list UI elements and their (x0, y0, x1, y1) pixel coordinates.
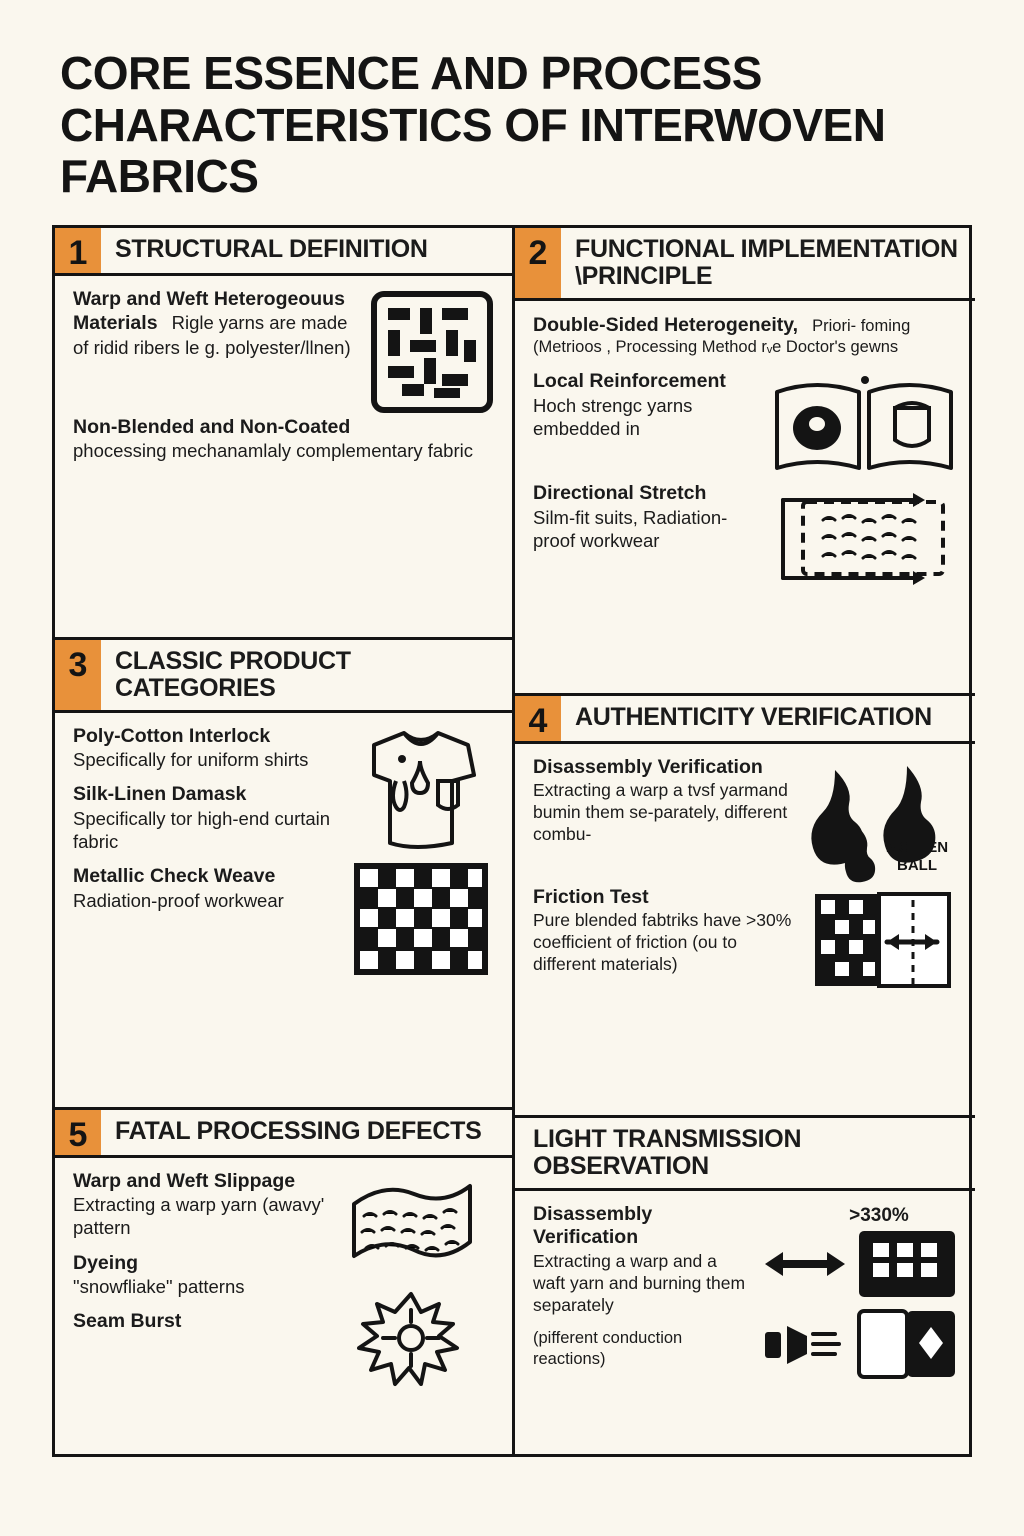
item-lead: Dyeing (73, 1251, 139, 1274)
snowflake-icon (336, 1276, 496, 1396)
panel-body (55, 713, 512, 993)
list-item (533, 313, 959, 358)
item-lead: Double-Sided Heterogeneity, (533, 313, 799, 336)
item-lead: Warp and Weft Heterogeouus Materials (73, 287, 345, 335)
item-lead: Local Reinforcement (533, 369, 726, 392)
item-text: phocessing mechanamlaly complementary fabric (73, 440, 473, 462)
panel-heading: LIGHT TRANSMISSION OBSERVATION (533, 1124, 802, 1180)
list-item (73, 725, 336, 772)
content-grid (52, 225, 972, 1457)
item-text: Extracting a warp and a waft yarn and burning them separately (533, 1251, 746, 1316)
item-text: Pure blended fabtriks have >30% coefficient of friction (ou to different materials) (533, 910, 792, 975)
panel-number: 3 (55, 640, 101, 710)
item-lead: Friction Test (533, 885, 649, 908)
item-lead: Disassembly Verification (533, 1202, 653, 1249)
status-badge: >330% (849, 1204, 909, 1226)
open-garment-icon (769, 370, 959, 482)
panel-number: 5 (55, 1110, 101, 1155)
list-item (533, 886, 799, 976)
item-text: Silm-fit suits, Radiation-proof workwear (533, 506, 728, 551)
item-text: Extracting a warp a tvsf yarmand bumin them se-parately, different combu- (533, 780, 788, 845)
panel-heading: AUTHENTICITY VERIFICATION (575, 702, 932, 731)
list-item (73, 1252, 326, 1299)
item-text: Priori- foming (Metrioos , Processing Method rᵥe Doctor's gewns (533, 316, 911, 357)
checker-grid-icon (346, 859, 496, 979)
panel-authenticity-verification (515, 696, 975, 1118)
panel-body (515, 744, 975, 1010)
woven-weave-icon (368, 288, 496, 416)
panel-fatal-processing-defects (55, 1110, 512, 1460)
checker-friction-icon (809, 886, 959, 996)
stretch-arrows-icon (769, 482, 959, 590)
item-text: Specifically for uniform shirts (73, 749, 309, 771)
item-text: (pifferent conduction reactions) (533, 1329, 683, 1368)
list-item (73, 865, 336, 912)
flame-icon (799, 756, 959, 886)
panel-light-transmission-observation (515, 1118, 975, 1460)
shirt-icon (346, 725, 496, 855)
panel-number: 2 (515, 228, 561, 298)
item-text: Extracting a warp yarn (awavy' pattern (73, 1194, 325, 1239)
list-item (73, 288, 358, 360)
list-item (73, 1310, 326, 1334)
panel-header (55, 1110, 512, 1158)
panel-body (515, 1191, 975, 1396)
item-lead: Warp and Weft Slippage (73, 1169, 296, 1192)
item-text: Specifically tor high-end curtain fabric (73, 808, 331, 853)
panel-number: 1 (55, 228, 101, 273)
light-beam-icon (759, 1312, 851, 1376)
panel-header (515, 1118, 975, 1191)
item-lead: Poly-Cotton Interlock (73, 724, 271, 747)
panel-structural-definition (55, 228, 512, 640)
item-lead: Directional Stretch (533, 481, 707, 504)
item-lead: Non-Blended and Non-Coated (73, 415, 351, 438)
item-lead: Seam Burst (73, 1310, 182, 1333)
list-item (533, 1203, 749, 1317)
svg-text:BALL: BALL (897, 856, 937, 874)
panel-number: 4 (515, 696, 561, 741)
list-item (73, 1170, 326, 1240)
item-text: Radiation-proof workwear (73, 890, 284, 912)
panel-header (515, 228, 975, 301)
left-column (55, 228, 515, 1454)
item-lead: Disassembly Verification (533, 755, 763, 778)
right-column (515, 228, 975, 1454)
panel-heading: CLASSIC PRODUCT CATEGORIES (115, 646, 351, 702)
panel-heading: FUNCTIONAL IMPLEMENTATION \PRINCIPLE (575, 234, 958, 290)
panel-body (55, 1158, 512, 1410)
panel-classic-product-categories (55, 640, 512, 1110)
list-item (533, 756, 789, 846)
grid-swatch-icon (857, 1229, 957, 1299)
panel-body (515, 301, 975, 604)
item-text: Hoch strengc yarns embedded in (533, 394, 693, 439)
panel-header (55, 640, 512, 713)
list-item (533, 482, 759, 552)
list-item (533, 1328, 749, 1369)
list-item (533, 370, 759, 440)
item-lead: Metallic Check Weave (73, 865, 276, 888)
svg-text:MOLTEN: MOLTEN (885, 838, 949, 856)
page-title: CORE ESSENCE AND PROCESS CHARACTERISTICS OF INTERWOVEN FABRICS (60, 47, 886, 203)
panel-header (55, 228, 512, 276)
panel-header (515, 696, 975, 744)
item-lead: Silk-Linen Damask (73, 783, 247, 806)
wavy-fabric-icon (336, 1170, 496, 1276)
item-text: "snowfliake" patterns (73, 1276, 245, 1298)
list-item (73, 783, 336, 853)
item-text: Rigle yarns are made of ridid ribers le g. polyester/llnen) (73, 312, 351, 359)
panel-heading: STRUCTURAL DEFINITION (115, 234, 428, 263)
panel-functional-implementation (515, 228, 975, 696)
panel-heading: FATAL PROCESSING DEFECTS (115, 1116, 482, 1145)
double-arrow-icon (759, 1241, 851, 1287)
list-item (73, 416, 496, 463)
panel-body (55, 276, 512, 489)
contrast-swatch-icon (857, 1309, 957, 1379)
